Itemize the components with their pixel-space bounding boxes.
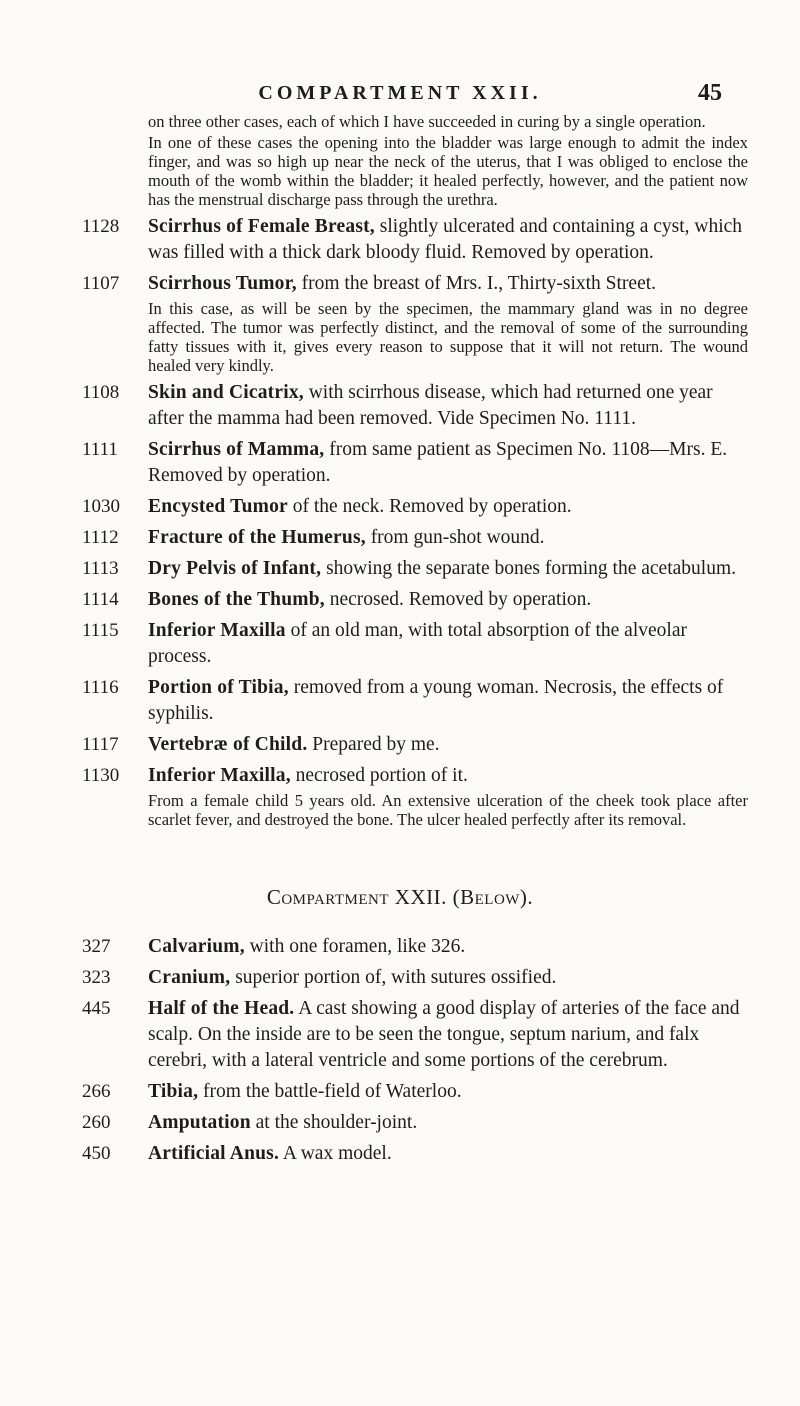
catalogue-entry bbox=[0, 965, 800, 991]
specimen-description: of the neck. Removed by operation. bbox=[287, 496, 572, 517]
specimen-description: showing the separate bones forming the acetabulum. bbox=[321, 558, 736, 579]
catalogue-entry bbox=[0, 525, 800, 551]
intro-paragraph-1: on three other cases, each of which I have succeeded in curing by a single operation. bbox=[148, 112, 706, 131]
specimen-heading: Cranium, bbox=[148, 967, 231, 988]
specimen-number: 1111 bbox=[82, 439, 118, 460]
specimen-heading: Vertebræ of Child. bbox=[148, 734, 308, 755]
entry-text bbox=[148, 732, 748, 758]
section-title: Compartment XXII. (Below). bbox=[266, 885, 534, 909]
specimen-heading: Artificial Anus. bbox=[148, 1143, 280, 1164]
specimen-number: 1114 bbox=[82, 589, 119, 610]
specimen-number: 327 bbox=[82, 936, 111, 957]
specimen-heading: Scirrhus of Female Breast, bbox=[148, 216, 375, 237]
specimen-number: 450 bbox=[82, 1143, 111, 1164]
catalogue-entry bbox=[0, 556, 800, 582]
catalogue-entry bbox=[0, 1141, 800, 1167]
specimen-heading: Calvarium, bbox=[148, 936, 245, 957]
page-number: 45 bbox=[698, 80, 722, 106]
catalogue-entry bbox=[0, 494, 800, 520]
entry-text bbox=[148, 271, 748, 297]
specimen-description: necrosed portion of it. bbox=[290, 765, 468, 786]
catalogue-entry bbox=[0, 996, 800, 1074]
entry-text bbox=[148, 1110, 748, 1136]
specimen-heading: Half of the Head. bbox=[148, 998, 295, 1019]
entry-text bbox=[148, 618, 748, 670]
entry-text bbox=[148, 934, 748, 960]
specimen-description: from gun-shot wound. bbox=[365, 527, 545, 548]
entry-text bbox=[148, 996, 748, 1074]
entry-text bbox=[148, 437, 748, 489]
specimen-description: from the battle-field of Waterloo. bbox=[198, 1081, 462, 1102]
catalogue-entry bbox=[0, 732, 800, 758]
running-title: COMPARTMENT XXII. bbox=[258, 82, 542, 104]
entry-text bbox=[148, 494, 748, 520]
entry-text bbox=[148, 675, 748, 727]
catalogue-entry bbox=[0, 675, 800, 727]
specimen-description: with one foramen, like 326. bbox=[244, 936, 466, 957]
specimen-description: removed from a young woman. Necrosis, the effects of syphilis. bbox=[148, 677, 724, 724]
specimen-heading: Encysted Tumor bbox=[148, 496, 288, 517]
specimen-number: 445 bbox=[82, 998, 111, 1019]
specimen-heading: Dry Pelvis of Infant, bbox=[148, 558, 322, 579]
catalogue-entry bbox=[0, 1110, 800, 1136]
specimen-number: 1112 bbox=[82, 527, 119, 548]
catalogue-entry bbox=[0, 587, 800, 613]
specimen-heading: Bones of the Thumb, bbox=[148, 589, 325, 610]
specimen-heading: Amputation bbox=[148, 1112, 251, 1133]
specimen-description: necrosed. Removed by operation. bbox=[324, 589, 592, 610]
catalogue-entry bbox=[0, 437, 800, 489]
catalogue-entry bbox=[0, 763, 800, 829]
specimen-number: 323 bbox=[82, 967, 111, 988]
entry-list-below bbox=[0, 934, 800, 1167]
entry-text bbox=[148, 556, 748, 582]
catalogue-entry bbox=[0, 618, 800, 670]
specimen-number: 1128 bbox=[82, 216, 120, 237]
specimen-number: 1116 bbox=[82, 677, 119, 698]
entry-text bbox=[148, 1079, 748, 1105]
intro-paragraph-2: In one of these cases the opening into the bladder was large enough to admit the index finger, and was so high up near the neck of the uterus, that I was obliged to enclose the mouth of the womb within the bladder; it healed perfectly, however, and the patient now has the menstrual discharge pass through the urethra. bbox=[148, 133, 748, 209]
specimen-description: from the breast of Mrs. I., Thirty-sixth Street. bbox=[296, 273, 657, 294]
specimen-heading: Portion of Tibia, bbox=[148, 677, 289, 698]
page-body bbox=[0, 112, 800, 1167]
specimen-heading: Tibia, bbox=[148, 1081, 199, 1102]
catalogue-entry bbox=[0, 380, 800, 432]
specimen-number: 1130 bbox=[82, 765, 120, 786]
specimen-description: at the shoulder-joint. bbox=[250, 1112, 418, 1133]
specimen-number: 1117 bbox=[82, 734, 119, 755]
specimen-description: slightly ulcerated and containing a cyst, which was filled with a thick dark bloody fluid. Removed by operation. bbox=[148, 216, 743, 263]
catalogue-entry bbox=[0, 934, 800, 960]
specimen-heading: Skin and Cicatrix, bbox=[148, 382, 304, 403]
specimen-heading: Scirrhous Tumor, bbox=[148, 273, 297, 294]
specimen-heading: Inferior Maxilla, bbox=[148, 765, 291, 786]
specimen-heading: Scirrhus of Mamma, bbox=[148, 439, 325, 460]
catalogue-entry bbox=[0, 271, 800, 375]
specimen-description: superior portion of, with sutures ossified. bbox=[230, 967, 557, 988]
specimen-note: From a female child 5 years old. An extensive ulceration of the cheek took place after scarlet fever, and destroyed the bone. The ulcer healed perfectly after its removal. bbox=[148, 791, 748, 829]
entry-text bbox=[148, 1141, 748, 1167]
running-head bbox=[0, 82, 800, 105]
specimen-description: A cast showing a good display of arteries of the face and scalp. On the inside are to be seen the tongue, septum narium, and falx cerebri, with a lateral ventricle and some portions of the cerebrum. bbox=[148, 998, 740, 1071]
entry-text bbox=[148, 380, 748, 432]
catalogue-entry bbox=[0, 1079, 800, 1105]
specimen-heading: Inferior Maxilla bbox=[148, 620, 286, 641]
specimen-number: 1030 bbox=[82, 496, 120, 517]
specimen-description: A wax model. bbox=[279, 1143, 392, 1164]
specimen-heading: Fracture of the Humerus, bbox=[148, 527, 366, 548]
specimen-number: 266 bbox=[82, 1081, 111, 1102]
specimen-number: 1113 bbox=[82, 558, 119, 579]
specimen-description: of an old man, with total absorption of the alveolar process. bbox=[148, 620, 687, 667]
entry-text bbox=[148, 587, 748, 613]
specimen-description: Prepared by me. bbox=[307, 734, 440, 755]
entry-text bbox=[148, 965, 748, 991]
specimen-number: 1107 bbox=[82, 273, 120, 294]
specimen-description: with scirrhous disease, which had returned one year after the mamma had been removed. Vide Specimen No. 1111. bbox=[148, 382, 713, 429]
entry-text bbox=[148, 525, 748, 551]
entry-text bbox=[148, 763, 748, 789]
specimen-note: In this case, as will be seen by the specimen, the mammary gland was in no degree affected. The tumor was perfectly distinct, and the removal of some of the surrounding fatty tissues with it, gives every reason to suppose that it will not return. The wound healed very kindly. bbox=[148, 299, 748, 375]
specimen-description: from same patient as Specimen No. 1108—Mrs. E. Removed by operation. bbox=[148, 439, 728, 486]
specimen-number: 1108 bbox=[82, 382, 120, 403]
specimen-number: 1115 bbox=[82, 620, 119, 641]
entry-list bbox=[0, 214, 800, 829]
catalogue-entry bbox=[0, 214, 800, 266]
specimen-number: 260 bbox=[82, 1112, 111, 1133]
entry-text bbox=[148, 214, 748, 266]
